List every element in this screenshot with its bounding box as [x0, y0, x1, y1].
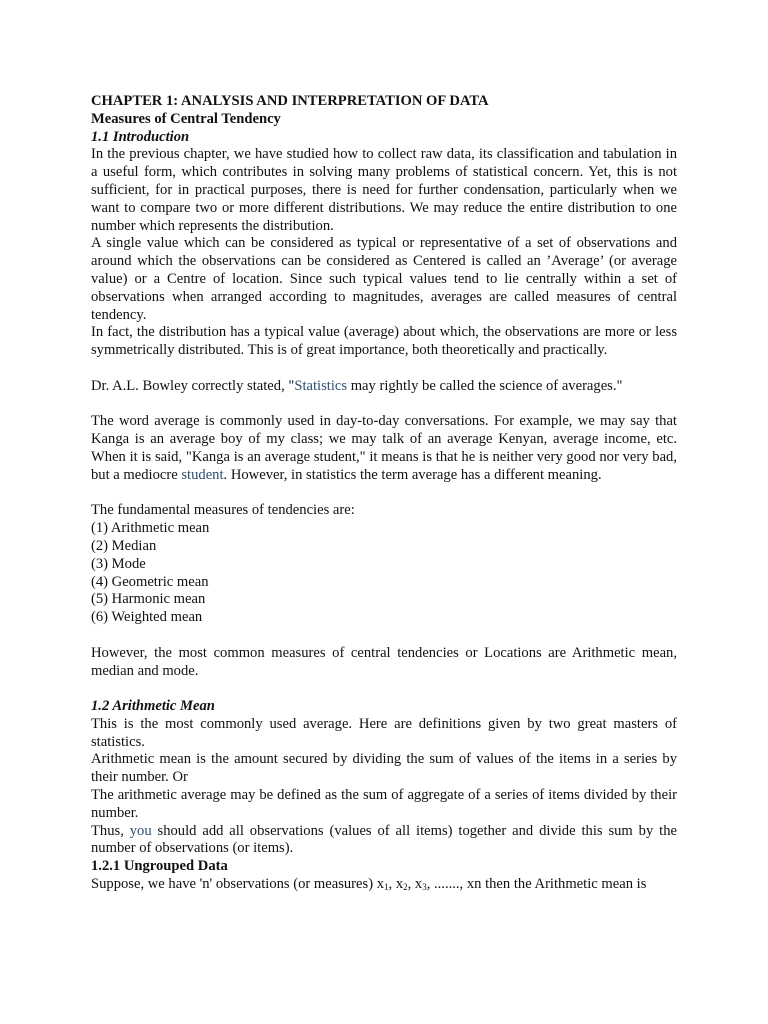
p4-text-before: The word average is commonly used in day-to-day conversations. For example, we may say that Kanga is an average boy of my class; we may talk of an average Kenyan, average income, etc. When it is said, "Kanga is an average student," it means is that he is neither very good nor very bad, but a mediocre — [91, 413, 677, 483]
intro-paragraph-5: However, the most common measures of central tendencies or Locations are Arithmetic mean, median and mode. — [91, 644, 677, 679]
ug-text-before: Suppose, we have 'n' observations (or measures) x — [91, 876, 385, 893]
subscript-1: 1 — [384, 882, 389, 893]
intro-paragraph-2: A single value which can be considered as typical or representative of a set of observations and around which the observations can be considered as Centered is called an ’Average’ (or average value) or a Centre of location. Since such typical values tend to lie centrally within a set of observations when arranged according to magnitudes, averages are called measures of central tendency. — [91, 235, 677, 323]
you-link[interactable]: you — [129, 822, 152, 839]
arithmetic-heading: 1.2 Arithmetic Mean — [91, 698, 215, 715]
ap4-text-after: should add all observations (values of all items) together and divide this sum by the number of observations (or items). — [91, 822, 677, 857]
ungrouped-heading: 1.2.1 Ungrouped Data — [91, 858, 228, 875]
ug-sep-1: , x — [388, 876, 404, 893]
statistics-link[interactable]: Statistics — [294, 377, 348, 394]
document-page — [91, 93, 677, 894]
list-item: (2) Median — [91, 537, 157, 554]
intro-paragraph-3: In fact, the distribution has a typical value (average) about which, the observations are more or less symmetrically distributed. This is of great importance, both theoretically and practically. — [91, 324, 677, 359]
ug-text-after: , ......., xn then the Arithmetic mean is — [426, 876, 647, 893]
ap4-text-before: Thus, — [91, 822, 130, 839]
intro-heading: 1.1 Introduction — [91, 128, 190, 145]
subscript-3: 3 — [422, 882, 427, 893]
list-item: (3) Mode — [91, 555, 146, 572]
arithmetic-paragraph-3: The arithmetic average may be defined as the sum of aggregate of a series of items divided by their number. — [91, 787, 677, 821]
subscript-2: 2 — [403, 882, 408, 893]
list-item: (1) Arithmetic mean — [91, 520, 210, 537]
measures-intro: The fundamental measures of tendencies are: — [91, 502, 355, 519]
arithmetic-paragraph-4 — [91, 823, 677, 859]
list-item: (5) Harmonic mean — [91, 591, 206, 608]
section-title: Measures of Central Tendency — [91, 110, 281, 127]
chapter-title: CHAPTER 1: ANALYSIS AND INTERPRETATION OF DATA — [91, 93, 489, 109]
p4-text-after: . However, in statistics the term average has a different meaning. — [223, 466, 602, 483]
ug-sep-2: , x — [407, 876, 423, 893]
list-item: (4) Geometric mean — [91, 573, 209, 590]
arithmetic-paragraph-2: Arithmetic mean is the amount secured by dividing the sum of values of the items in a series by their number. Or — [91, 751, 677, 786]
bowley-quote — [91, 378, 677, 396]
list-item: (6) Weighted mean — [91, 609, 203, 626]
intro-paragraph-1: In the previous chapter, we have studied how to collect raw data, its classification and tabulation in a useful form, which contributes in solving many problems of statistical concern. Yet, this is not sufficient, for in practical purposes, there is need for further condensation, particularly when we want to compare two or more different distributions. We may reduce the entire distribution to one number which represents the distribution. — [91, 146, 677, 234]
student-link[interactable]: student — [181, 466, 224, 483]
arithmetic-paragraph-1: This is the most commonly used average. Here are definitions given by two great masters of statistics. — [91, 715, 677, 750]
quote-text-before: Dr. A.L. Bowley correctly stated, " — [91, 377, 295, 394]
ungrouped-paragraph — [91, 876, 677, 894]
quote-text-after: may rightly be called the science of averages." — [347, 377, 623, 394]
intro-paragraph-4 — [91, 413, 677, 484]
